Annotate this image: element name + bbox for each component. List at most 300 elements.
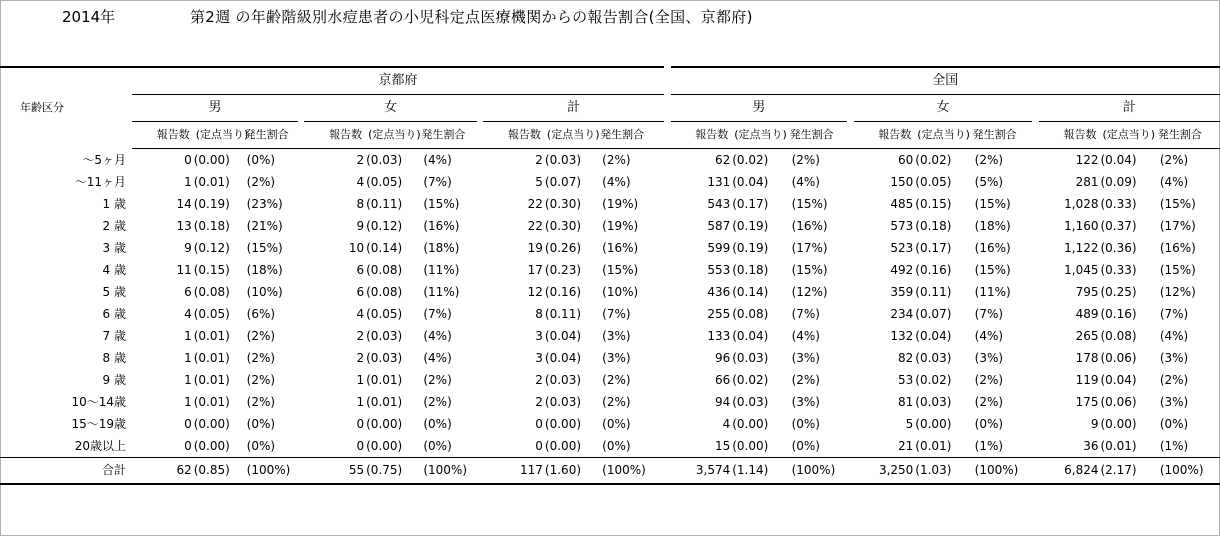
report-count: 0 (184, 153, 192, 167)
per-site-value: (0.16) (1100, 307, 1137, 321)
report-count: 2 (535, 373, 543, 387)
per-site-column-header: (定点当り) (366, 122, 419, 149)
table-row (0, 347, 1220, 369)
ratio-value: (0%) (423, 439, 452, 453)
report-count: 1,122 (1064, 241, 1099, 255)
report-title: 第2週 の年齢階級別水痘患者の小児科定点医療機関からの報告割合(全国、京都府) (190, 8, 753, 26)
per-site-value: (0.00) (193, 417, 230, 431)
ratio-value: (0%) (246, 417, 276, 431)
per-site-value: (0.03) (915, 395, 952, 409)
per-site-value: (0.18) (915, 219, 952, 233)
ratio-value: (4%) (1159, 175, 1189, 189)
age-distribution-table (0, 66, 1220, 485)
report-count: 175 (1075, 395, 1099, 409)
per-site-value: (0.01) (193, 329, 230, 343)
per-site-column-header: (定点当り) (545, 122, 598, 149)
age-group-label: 15～19歳 (71, 417, 126, 431)
age-group-label: 8 歳 (102, 351, 126, 365)
ratio-value: (2%) (246, 329, 276, 343)
report-count: 0 (356, 417, 365, 431)
per-site-value: (0.15) (915, 197, 952, 211)
report-count: 265 (1075, 329, 1099, 343)
report-count: 62 (132, 458, 194, 485)
per-site-value: (0.09) (1100, 175, 1137, 189)
per-site-value: (1.14) (732, 458, 787, 485)
ratio-value: (0%) (791, 439, 820, 453)
per-site-value: (0.01) (1100, 439, 1137, 453)
per-site-value: (0.08) (366, 285, 403, 299)
report-count: 1 (356, 373, 365, 387)
per-site-value: (0.01) (193, 395, 230, 409)
report-count: 599 (707, 241, 731, 255)
table-row (0, 281, 1220, 303)
total-row (0, 458, 1220, 485)
report-count: 587 (707, 219, 731, 233)
ratio-value: (100%) (788, 458, 848, 485)
ratio-value: (4%) (1159, 329, 1189, 343)
ratio-value: (15%) (791, 197, 828, 211)
ratio-value: (12%) (791, 285, 828, 299)
ratio-value: (7%) (423, 307, 452, 321)
ratio-value: (15%) (791, 263, 828, 277)
ratio-value: (0%) (1159, 417, 1189, 431)
ratio-value: (2%) (1159, 153, 1189, 167)
sex-header: 女 (854, 95, 1033, 122)
per-site-value: (0.00) (366, 417, 403, 431)
per-site-value: (0.30) (544, 197, 582, 211)
report-count: 1 (356, 395, 365, 409)
region-header-national: 全国 (671, 67, 1220, 95)
per-site-value: (0.12) (193, 241, 230, 255)
ratio-value: (15%) (423, 197, 460, 211)
ratio-value: (7%) (1159, 307, 1189, 321)
ratio-column-header: 発生割合 (788, 122, 848, 149)
ratio-value: (4%) (791, 175, 820, 189)
report-count: 1 (184, 175, 192, 189)
ratio-value: (12%) (1159, 285, 1196, 299)
table-row (0, 259, 1220, 281)
report-count: 133 (707, 329, 731, 343)
ratio-value: (0%) (602, 439, 631, 453)
per-site-value: (0.03) (544, 373, 582, 387)
report-count: 21 (898, 439, 914, 453)
per-site-value: (0.19) (193, 197, 230, 211)
ratio-value: (100%) (598, 458, 664, 485)
per-site-value: (0.06) (1100, 395, 1137, 409)
report-count: 132 (890, 329, 914, 343)
ratio-value: (11%) (423, 263, 460, 277)
report-count: 19 (527, 241, 543, 255)
per-site-value: (0.03) (366, 153, 403, 167)
sex-header: 計 (1039, 95, 1220, 122)
ratio-value: (100%) (419, 458, 476, 485)
per-site-value: (1.03) (915, 458, 970, 485)
ratio-value: (4%) (974, 329, 1004, 343)
per-site-value: (0.01) (366, 373, 403, 387)
ratio-value: (0%) (974, 417, 1004, 431)
per-site-value: (0.00) (544, 417, 582, 431)
per-site-value: (0.03) (544, 395, 582, 409)
report-count: 96 (714, 351, 731, 365)
age-group-label: 3 歳 (102, 241, 126, 255)
report-count: 1 (184, 395, 192, 409)
report-count: 553 (707, 263, 731, 277)
per-site-value: (0.00) (544, 439, 582, 453)
per-site-value: (1.60) (545, 458, 598, 485)
report-count: 489 (1075, 307, 1099, 321)
sex-header: 女 (304, 95, 476, 122)
per-site-value: (0.17) (732, 197, 769, 211)
ratio-value: (0%) (423, 417, 452, 431)
ratio-value: (15%) (974, 263, 1011, 277)
per-site-value: (0.18) (732, 263, 769, 277)
per-site-value: (0.02) (732, 153, 769, 167)
per-site-value: (0.19) (732, 241, 769, 255)
per-site-value: (0.14) (732, 285, 769, 299)
per-site-value: (0.75) (366, 458, 419, 485)
ratio-value: (7%) (974, 307, 1004, 321)
count-column-header: 報告数 (304, 122, 366, 149)
report-count: 281 (1075, 175, 1099, 189)
count-column-header: 報告数 (1039, 122, 1101, 149)
report-count: 8 (356, 197, 365, 211)
ratio-value: (2%) (1159, 373, 1189, 387)
ratio-value: (16%) (791, 219, 828, 233)
report-count: 5 (905, 417, 914, 431)
age-group-label: 1 歳 (102, 197, 126, 211)
ratio-value: (10%) (602, 285, 639, 299)
ratio-value: (17%) (791, 241, 828, 255)
count-column-header: 報告数 (671, 122, 733, 149)
per-site-value: (0.37) (1100, 219, 1137, 233)
ratio-value: (16%) (1159, 241, 1196, 255)
table-row (0, 149, 1220, 172)
ratio-value: (1%) (974, 439, 1004, 453)
report-count: 3 (535, 329, 543, 343)
ratio-column-header: 発生割合 (1156, 122, 1220, 149)
report-count: 4 (356, 307, 365, 321)
report-count: 117 (483, 458, 545, 485)
report-count: 94 (714, 395, 731, 409)
ratio-value: (0%) (246, 153, 276, 167)
report-count: 3,250 (854, 458, 916, 485)
per-site-value: (0.30) (544, 219, 582, 233)
ratio-value: (15%) (1159, 263, 1196, 277)
per-site-value: (0.36) (1100, 241, 1137, 255)
per-site-value: (0.08) (1100, 329, 1137, 343)
report-count: 150 (890, 175, 914, 189)
report-count: 3 (535, 351, 543, 365)
report-count: 573 (890, 219, 914, 233)
report-count: 6,824 (1039, 458, 1101, 485)
report-count: 2 (535, 395, 543, 409)
report-count: 15 (714, 439, 731, 453)
table-row (0, 325, 1220, 347)
ratio-value: (2%) (246, 175, 276, 189)
age-group-label: 10～14歳 (71, 395, 126, 409)
ratio-value: (4%) (423, 329, 452, 343)
per-site-value: (0.00) (915, 417, 952, 431)
ratio-value: (7%) (791, 307, 820, 321)
age-group-label: 6 歳 (102, 307, 126, 321)
report-count: 255 (707, 307, 731, 321)
sex-header: 男 (671, 95, 848, 122)
ratio-value: (0%) (246, 439, 276, 453)
ratio-value: (2%) (423, 373, 452, 387)
header-row-columns (0, 122, 1220, 149)
ratio-value: (7%) (602, 307, 631, 321)
ratio-value: (1%) (1159, 439, 1189, 453)
ratio-value: (18%) (974, 219, 1011, 233)
ratio-value: (3%) (974, 351, 1004, 365)
report-count: 2 (356, 351, 365, 365)
ratio-value: (2%) (602, 373, 631, 387)
report-count: 359 (890, 285, 914, 299)
header-row-region (0, 67, 1220, 95)
per-site-value: (0.85) (194, 458, 243, 485)
ratio-value: (2%) (791, 373, 820, 387)
ratio-value: (0%) (602, 417, 631, 431)
ratio-value: (19%) (602, 197, 639, 211)
per-site-value: (0.01) (366, 395, 403, 409)
per-site-value: (0.04) (1100, 153, 1137, 167)
report-count: 22 (527, 197, 543, 211)
per-site-value: (0.05) (366, 175, 403, 189)
per-site-value: (0.01) (193, 373, 230, 387)
report-count: 9 (184, 241, 192, 255)
per-site-value: (0.07) (544, 175, 582, 189)
report-count: 12 (527, 285, 543, 299)
per-site-value: (0.12) (366, 219, 403, 233)
per-site-value: (0.14) (366, 241, 403, 255)
report-count: 81 (898, 395, 914, 409)
table-row (0, 369, 1220, 391)
ratio-value: (4%) (423, 351, 452, 365)
per-site-value: (0.04) (915, 329, 952, 343)
per-site-value: (0.02) (732, 373, 769, 387)
ratio-value: (4%) (423, 153, 452, 167)
report-count: 2 (356, 329, 365, 343)
per-site-value: (0.33) (1100, 263, 1137, 277)
per-site-column-header: (定点当り) (194, 122, 243, 149)
report-count: 4 (356, 175, 365, 189)
ratio-value: (15%) (1159, 197, 1196, 211)
table-row (0, 303, 1220, 325)
ratio-value: (100%) (243, 458, 298, 485)
report-count: 0 (184, 439, 192, 453)
per-site-value: (0.02) (915, 373, 952, 387)
per-site-value: (0.03) (366, 329, 403, 343)
table-row (0, 413, 1220, 435)
report-count: 13 (176, 219, 192, 233)
per-site-value: (0.11) (915, 285, 952, 299)
ratio-value: (16%) (974, 241, 1011, 255)
per-site-column-header: (定点当り) (915, 122, 970, 149)
report-count: 6 (356, 263, 365, 277)
ratio-value: (2%) (423, 395, 452, 409)
report-count: 485 (890, 197, 914, 211)
per-site-value: (0.16) (915, 263, 952, 277)
per-site-value: (0.03) (544, 153, 582, 167)
per-site-value: (0.00) (732, 417, 769, 431)
per-site-value: (0.33) (1100, 197, 1137, 211)
ratio-value: (2%) (791, 153, 820, 167)
report-year: 2014年 (62, 8, 116, 26)
ratio-column-header: 発生割合 (243, 122, 298, 149)
report-count: 131 (707, 175, 731, 189)
ratio-value: (7%) (423, 175, 452, 189)
ratio-value: (2%) (974, 373, 1004, 387)
per-site-value: (0.07) (915, 307, 952, 321)
per-site-value: (0.04) (1100, 373, 1137, 387)
per-site-value: (0.04) (544, 351, 582, 365)
report-count: 55 (304, 458, 366, 485)
ratio-value: (11%) (423, 285, 460, 299)
report-count: 0 (535, 439, 543, 453)
ratio-value: (3%) (602, 351, 631, 365)
ratio-value: (2%) (246, 395, 276, 409)
per-site-value: (0.01) (193, 351, 230, 365)
ratio-value: (4%) (791, 329, 820, 343)
age-group-label: 5 歳 (102, 285, 126, 299)
per-site-value: (0.00) (193, 153, 230, 167)
ratio-value: (17%) (1159, 219, 1196, 233)
ratio-value: (100%) (1156, 458, 1220, 485)
ratio-value: (3%) (791, 351, 820, 365)
ratio-value: (21%) (246, 219, 283, 233)
ratio-value: (4%) (602, 175, 631, 189)
ratio-value: (2%) (974, 395, 1004, 409)
table-row (0, 215, 1220, 237)
ratio-column-header: 発生割合 (419, 122, 476, 149)
age-group-label: 合計 (0, 458, 132, 485)
report-count: 795 (1075, 285, 1099, 299)
per-site-value: (0.04) (732, 329, 769, 343)
ratio-value: (16%) (423, 219, 460, 233)
table-row (0, 237, 1220, 259)
report-count: 6 (184, 285, 192, 299)
ratio-value: (2%) (602, 153, 631, 167)
per-site-value: (0.08) (732, 307, 769, 321)
report-count: 1 (184, 351, 192, 365)
report-count: 53 (898, 373, 914, 387)
per-site-value: (0.00) (366, 439, 403, 453)
report-count: 1,160 (1064, 219, 1099, 233)
age-group-label: 2 歳 (102, 219, 126, 233)
per-site-value: (0.03) (915, 351, 952, 365)
age-group-label: 7 歳 (102, 329, 126, 343)
per-site-value: (0.04) (732, 175, 769, 189)
report-count: 436 (707, 285, 731, 299)
age-group-label: 4 歳 (102, 263, 126, 277)
ratio-value: (0%) (791, 417, 820, 431)
report-count: 119 (1075, 373, 1099, 387)
table-row (0, 171, 1220, 193)
report-count: 1,028 (1064, 197, 1099, 211)
ratio-value: (3%) (1159, 351, 1189, 365)
per-site-value: (0.11) (544, 307, 582, 321)
table-row (0, 435, 1220, 458)
per-site-value: (0.19) (732, 219, 769, 233)
ratio-value: (5%) (974, 175, 1004, 189)
per-site-value: (0.05) (193, 307, 230, 321)
ratio-value: (16%) (602, 241, 639, 255)
ratio-value: (11%) (974, 285, 1011, 299)
report-count: 66 (714, 373, 731, 387)
report-count: 17 (527, 263, 543, 277)
report-count: 0 (184, 417, 192, 431)
report-count: 122 (1075, 153, 1099, 167)
count-column-header: 報告数 (483, 122, 545, 149)
report-count: 8 (535, 307, 543, 321)
report-count: 6 (356, 285, 365, 299)
age-group-label: ～11ヶ月 (74, 175, 126, 189)
report-count: 178 (1075, 351, 1099, 365)
region-header-kyoto: 京都府 (132, 67, 664, 95)
report-count: 82 (898, 351, 914, 365)
per-site-value: (0.08) (193, 285, 230, 299)
ratio-column-header: 発生割合 (598, 122, 664, 149)
ratio-column-header: 発生割合 (971, 122, 1033, 149)
report-count: 523 (890, 241, 914, 255)
per-site-value: (0.15) (193, 263, 230, 277)
age-group-label: ～5ヶ月 (82, 152, 126, 167)
report-count: 9 (1090, 417, 1099, 431)
per-site-value: (0.23) (544, 263, 582, 277)
report-count: 0 (535, 417, 543, 431)
age-group-label: 20歳以上 (74, 439, 126, 453)
ratio-value: (2%) (246, 373, 276, 387)
ratio-value: (10%) (246, 285, 283, 299)
table-row (0, 193, 1220, 215)
report-count: 543 (707, 197, 731, 211)
ratio-value: (15%) (974, 197, 1011, 211)
report-count: 5 (535, 175, 543, 189)
report-count: 10 (348, 241, 365, 255)
per-site-column-header: (定点当り) (732, 122, 787, 149)
report-count: 4 (722, 417, 731, 431)
ratio-value: (15%) (602, 263, 639, 277)
sex-header: 男 (132, 95, 298, 122)
age-column-header: 年齢区分 (0, 67, 132, 149)
ratio-value: (18%) (246, 263, 283, 277)
per-site-value: (0.16) (544, 285, 582, 299)
report-count: 1 (184, 329, 192, 343)
ratio-value: (18%) (423, 241, 460, 255)
per-site-value: (0.01) (193, 175, 230, 189)
report-count: 492 (890, 263, 914, 277)
per-site-value: (0.02) (915, 153, 952, 167)
ratio-value: (6%) (246, 307, 276, 321)
report-count: 3,574 (671, 458, 733, 485)
per-site-value: (0.11) (366, 197, 403, 211)
ratio-value: (23%) (246, 197, 283, 211)
report-count: 2 (356, 153, 365, 167)
ratio-value: (2%) (246, 351, 276, 365)
per-site-value: (0.01) (915, 439, 952, 453)
per-site-value: (0.04) (544, 329, 582, 343)
header-row-sex (0, 95, 1220, 122)
ratio-value: (3%) (1159, 395, 1189, 409)
per-site-value: (0.08) (366, 263, 403, 277)
count-column-header: 報告数 (854, 122, 916, 149)
per-site-value: (0.00) (193, 439, 230, 453)
report-count: 1,045 (1064, 263, 1099, 277)
per-site-value: (0.00) (732, 439, 769, 453)
ratio-value: (100%) (971, 458, 1033, 485)
ratio-value: (2%) (974, 153, 1004, 167)
count-column-header: 報告数 (132, 122, 194, 149)
